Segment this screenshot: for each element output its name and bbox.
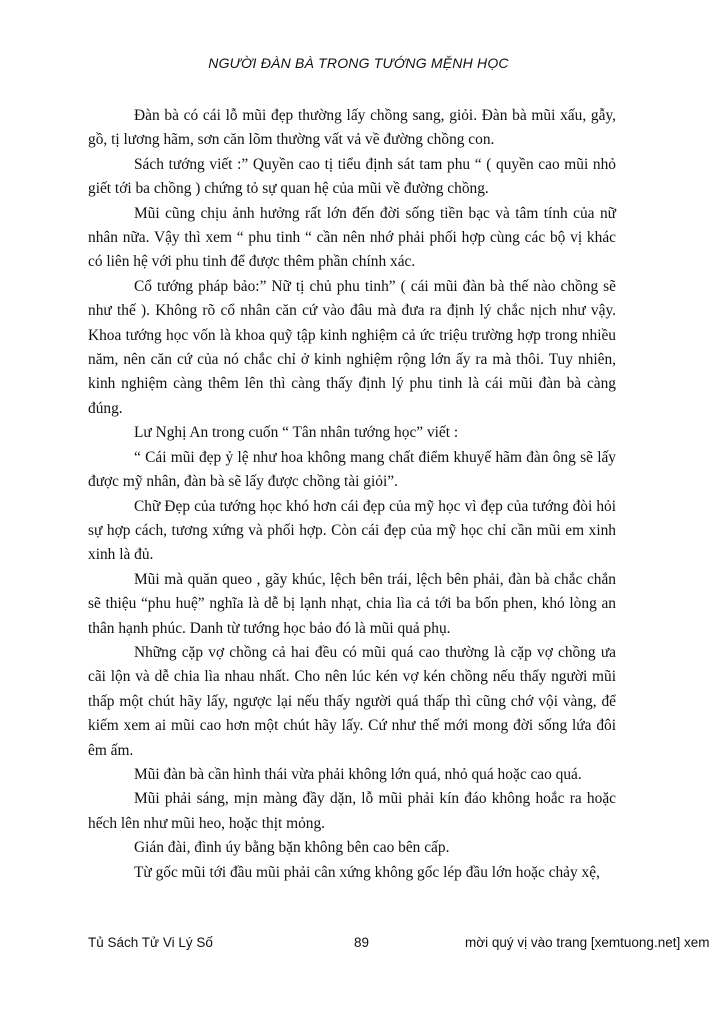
- quote-paragraph: “ Cái mũi đẹp ỷ lệ như hoa không mang chất điểm khuyế hãm đàn ông sẽ lấy được mỹ nhân, đàn bà sẽ lấy được chồng tài giỏi”.: [88, 448, 616, 491]
- paragraph: Mũi phải sáng, mịn màng đầy dặn, lỗ mũi phải kín đáo không hoắc ra hoặc hếch lên như mũi heo, hoặc thịt mỏng.: [88, 790, 616, 832]
- footer-website-note: mời quý vị vào trang [xemtuong.net] xem: [465, 935, 710, 950]
- paragraph: Những cặp vợ chồng cả hai đều có mũi quá cao thường là cặp vợ chồng ưa cãi lộn và dễ chia lìa nhau nhất. Cho nên lúc kén vợ kén chồng nếu thấy người mũi thấp một chút hãy lấy, ngược lại nếu thấy người quá thấp thì cũng chớ vội vàng, để kiếm xem ai mũi cao hơn một chút hãy lấy. Cứ như thế mới mong đời sống lứa đôi êm ấm.: [88, 643, 616, 759]
- paragraph: Cổ tướng pháp bảo:” Nữ tị chủ phu tinh” ( cái mũi đàn bà thế nào chồng sẽ như thế ). Không rõ cổ nhân căn cứ vào đâu mà đưa ra định lý chắc nịch như vậy. Khoa tướng học vốn là khoa quỹ tập kinh nghiệm cả ức triệu trường hợp trong nhiều năm, nên căn cứ của nó chắc chỉ ở kinh nghiệm rộng lớn ấy ra mà thôi. Tuy nhiên, kinh nghiệm càng thêm lên thì càng thấy định lý phu tinh là cái mũi đàn bà càng đúng.: [88, 277, 616, 417]
- paragraph: Mũi đàn bà cần hình thái vừa phải không lớn quá, nhỏ quá hoặc cao quá.: [134, 765, 582, 783]
- paragraph: Từ gốc mũi tới đầu mũi phải cân xứng không gốc lép đầu lớn hoặc chảy xệ,: [134, 863, 600, 881]
- paragraph: Mũi mà quăn queo , gãy khúc, lệch bên trái, lệch bên phải, đàn bà chắc chắn sẽ thiệu “phu huệ” nghĩa là dễ bị lạnh nhạt, chia lìa cả tới ba bốn phen, khó lòng an thân hạnh phúc. Danh từ tướng học bảo đó là mũi quả phụ.: [88, 570, 616, 637]
- page-number: 89: [354, 935, 370, 950]
- paragraph: Mũi cũng chịu ảnh hưởng rất lớn đến đời sống tiền bạc và tâm tính của nữ nhân nữa. Vậy thì xem “ phu tinh “ cần nên nhớ phải phối hợp cùng các bộ vị khác có liên hệ với phu tinh để được thêm phần chính xác.: [88, 204, 616, 271]
- paragraph: Lư Nghị An trong cuốn “ Tân nhân tướng học” viết :: [134, 424, 459, 442]
- footer-book-series: Tủ Sách Tử Vi Lý Số: [88, 935, 213, 950]
- page-header: NGƯỜI ĐÀN BÀ TRONG TƯỚNG MỆNH HỌC: [208, 55, 509, 71]
- paragraph: Chữ Đẹp của tướng học khó hơn cái đẹp của mỹ học vì đẹp của tướng đòi hỏi sự hợp cách, tương xứng và phối hợp. Còn cái đẹp của mỹ học chỉ cần mũi em xinh xinh là đủ.: [88, 497, 616, 564]
- body-text: [88, 104, 616, 885]
- paragraph: Đàn bà có cái lỗ mũi đẹp thường lấy chồng sang, giỏi. Đàn bà mũi xấu, gẫy, gồ, tị lương hãm, sơn căn lõm thường vất vả về đường chồng con.: [88, 107, 616, 149]
- paragraph: Sách tướng viết :” Quyền cao tị tiểu định sát tam phu “ ( quyền cao mũi nhỏ giết tới ba chồng ) chứng tỏ sự quan hệ của mũi về đường chồng.: [88, 155, 616, 198]
- page-footer: [88, 935, 717, 955]
- paragraph: Gián đài, đình úy bằng bặn không bên cao bên cấp.: [134, 839, 450, 857]
